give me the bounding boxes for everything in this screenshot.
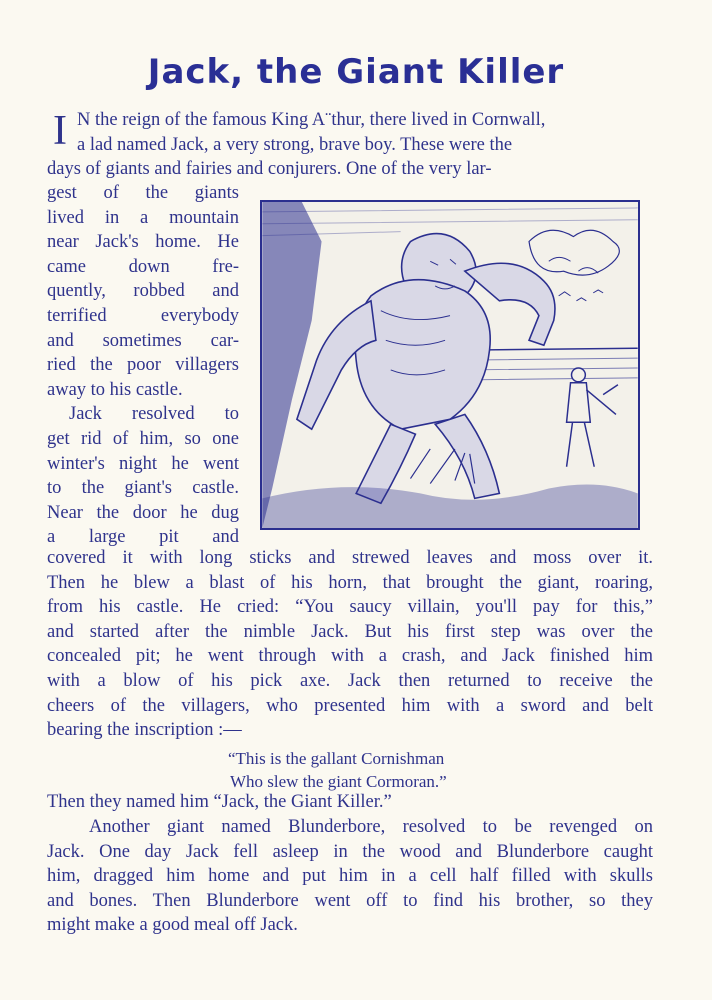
giant-engraving-image — [262, 202, 638, 528]
narrow-column-text — [47, 181, 239, 550]
text-line: Near the door he dug — [47, 502, 239, 523]
text-line: Then they named him “Jack, the Giant Killer.” — [47, 792, 392, 812]
body-paragraph-1 — [47, 546, 653, 743]
inscription-quote — [228, 747, 447, 793]
giant-illustration — [260, 200, 640, 530]
quote-line: Who slew the giant Cormoran.” — [230, 772, 447, 791]
text-line: concealed pit; he went through with a crash, and Jack finished him — [47, 646, 653, 667]
text-line: Jack. One day Jack fell asleep in the wood and Blunderbore caught — [47, 841, 653, 862]
text-line: lived in a mountain — [47, 207, 239, 228]
text-line: and sometimes car- — [47, 330, 239, 351]
text-line: to the giant's castle. — [47, 478, 239, 499]
text-line: Then he blew a blast of his horn, that brought the giant, roaring, — [47, 572, 653, 593]
text-line: ried the poor villagers — [47, 355, 239, 376]
text-line: winter's night he went — [47, 453, 239, 474]
text-line: gest of the giants — [47, 183, 239, 203]
text-line: and started after the nimble Jack. But his first step was over the — [47, 621, 653, 642]
intro-line: N the reign of the famous King A¨thur, there lived in Cornwall, — [77, 110, 546, 130]
text-line: Another giant named Blunderbore, resolved to be revenged on — [89, 817, 653, 837]
text-line: cheers of the villagers, who presented him with a sword and belt — [47, 695, 653, 716]
text-line: quently, robbed and — [47, 281, 239, 302]
text-line: terrified everybody — [47, 305, 239, 326]
text-line: with a blow of his pick axe. Jack then returned to receive the — [47, 670, 653, 691]
text-line: him, dragged him home and put him in a cell half filled with skulls — [47, 866, 653, 887]
body-paragraph-2 — [47, 815, 653, 938]
intro-line: a lad named Jack, a very strong, brave boy. These were the — [77, 134, 513, 155]
page-title: Jack, the Giant Killer — [147, 52, 565, 92]
text-line: Jack resolved to — [69, 404, 239, 425]
text-line: covered it with long sticks and strewed leaves and moss over it. — [47, 548, 653, 568]
text-line: bearing the inscription :— — [47, 720, 242, 741]
intro-line: days of giants and fairies and conjurers. One of the very lar- — [47, 159, 492, 180]
text-line: might make a good meal off Jack. — [47, 915, 298, 936]
text-line: came down fre- — [47, 256, 239, 277]
text-line: away to his castle. — [47, 379, 183, 400]
intro-paragraph — [47, 108, 653, 182]
text-line: get rid of him, so one — [47, 428, 239, 449]
text-line: and bones. Then Blunderbore went off to find his brother, so they — [47, 890, 653, 911]
drop-cap: I — [53, 108, 67, 154]
text-line: from his castle. He cried: “You saucy villain, you'll pay for this,” — [47, 597, 653, 618]
named-line-block — [47, 790, 653, 815]
text-line: a large pit and — [47, 527, 239, 548]
quote-line: “This is the gallant Cornishman — [228, 749, 445, 768]
text-line: near Jack's home. He — [47, 232, 239, 253]
